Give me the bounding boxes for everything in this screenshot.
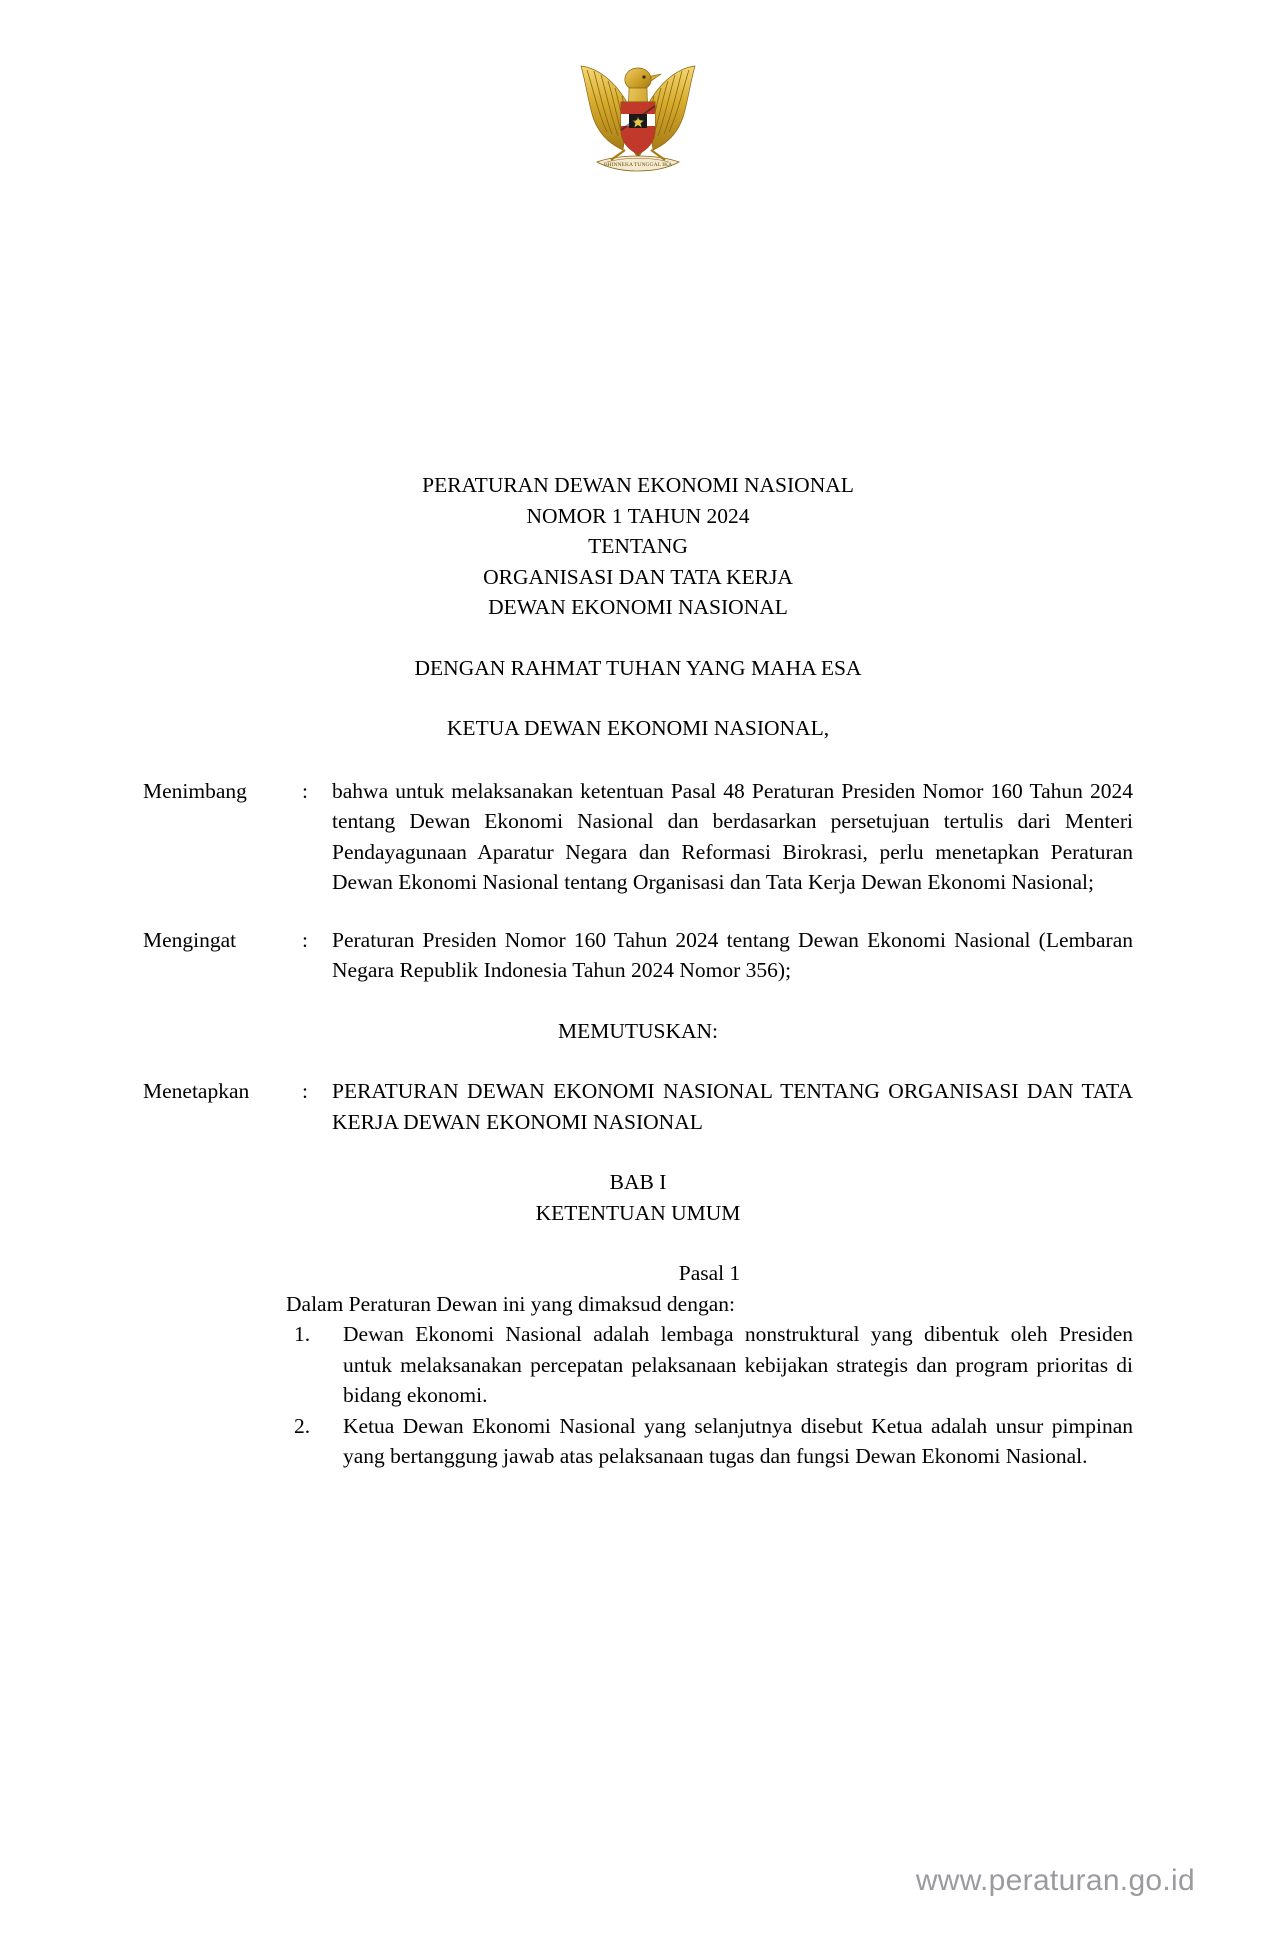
clause-mengingat: [143, 925, 1133, 986]
emblem-container: [0, 58, 1275, 188]
garuda-head-icon: [624, 68, 660, 91]
article-block: [286, 1258, 1133, 1472]
spacer: [143, 1228, 1133, 1258]
article-item-list: [286, 1319, 1133, 1472]
title-line-4: ORGANISASI DAN TATA KERJA: [483, 564, 793, 589]
title-line-3: TENTANG: [588, 534, 688, 558]
title-line-1: PERATURAN DEWAN EKONOMI NASIONAL: [422, 473, 854, 497]
list-item: [286, 1411, 1133, 1472]
pancasila-shield-icon: [621, 102, 655, 154]
clause-text-menetapkan: PERATURAN DEWAN EKONOMI NASIONAL TENTANG ORGANISASI DAN TATA KERJA DEWAN EKONOMI NASIONAL: [332, 1079, 1133, 1134]
clause-label-mengingat: Mengingat: [143, 927, 237, 952]
list-item-text: Dewan Ekonomi Nasional adalah lembaga nonstruktural yang dibentuk oleh Presiden untuk melaksanakan percepatan pelaksanaan kebijakan strategis dan program prioritas di bidang ekonomi.: [343, 1322, 1133, 1407]
clause-label-menetapkan: Menetapkan: [143, 1079, 250, 1103]
clause-text-menimbang: bahwa untuk melaksanakan ketentuan Pasal 48 Peraturan Presiden Nomor 160 Tahun 2024 tentang Dewan Ekonomi Nasional dan berdasarkan persetujuan tertulis dari Menteri Pendayagunaan Aparatur Negara dan Reformasi Birokrasi, perlu menetapkan Peraturan Dewan Ekonomi Nasional tentang Organisasi dan Tata Kerja Dewan Ekonomi Nasional;: [332, 778, 1133, 894]
article-number: Pasal 1: [678, 1261, 741, 1285]
title-line-5: DEWAN EKONOMI NASIONAL: [488, 595, 788, 619]
document-title-block: [143, 470, 1133, 623]
spacer: [143, 744, 1133, 776]
title-line-2: NOMOR 1 TAHUN 2024: [526, 503, 750, 528]
spacer: [143, 898, 1133, 925]
decision-heading: MEMUTUSKAN:: [557, 1018, 719, 1043]
garuda-pancasila-emblem: [567, 58, 709, 188]
spacer: [143, 623, 1133, 653]
spacer: [143, 1046, 1133, 1076]
clause-colon-menimbang: :: [302, 778, 308, 803]
clause-colon-menetapkan: :: [302, 1079, 308, 1103]
list-item-marker: 2.: [294, 1413, 311, 1438]
clause-colon-mengingat: :: [302, 927, 308, 952]
spacer: [143, 1137, 1133, 1167]
spacer: [143, 986, 1133, 1016]
chapter-number: BAB I: [609, 1170, 667, 1194]
document-body: [143, 470, 1133, 1472]
footer-watermark: www.peraturan.go.id: [915, 1864, 1195, 1897]
motto-banner-icon: [597, 156, 679, 171]
svg-text:BHINNEKA TUNGGAL IKA: BHINNEKA TUNGGAL IKA: [603, 162, 672, 168]
list-item: [286, 1319, 1133, 1411]
clause-label-menimbang: Menimbang: [143, 778, 247, 803]
list-item-marker: 1.: [294, 1322, 311, 1346]
chapter-name: KETENTUAN UMUM: [535, 1200, 741, 1225]
clause-menimbang: [143, 776, 1133, 898]
clause-text-mengingat: Peraturan Presiden Nomor 160 Tahun 2024 tentang Dewan Ekonomi Nasional (Lembaran Negara Republik Indonesia Tahun 2024 Nomor 356);: [332, 927, 1133, 982]
article-lead: Dalam Peraturan Dewan ini yang dimaksud dengan:: [286, 1291, 735, 1316]
authority-line: KETUA DEWAN EKONOMI NASIONAL,: [446, 716, 830, 740]
spacer: [143, 683, 1133, 713]
list-item-text: Ketua Dewan Ekonomi Nasional yang selanjutnya disebut Ketua adalah unsur pimpinan yang bertanggung jawab atas pelaksanaan tugas dan fungsi Dewan Ekonomi Nasional.: [343, 1413, 1133, 1468]
clause-menetapkan: [143, 1076, 1133, 1137]
invocation-line: DENGAN RAHMAT TUHAN YANG MAHA ESA: [414, 655, 862, 680]
